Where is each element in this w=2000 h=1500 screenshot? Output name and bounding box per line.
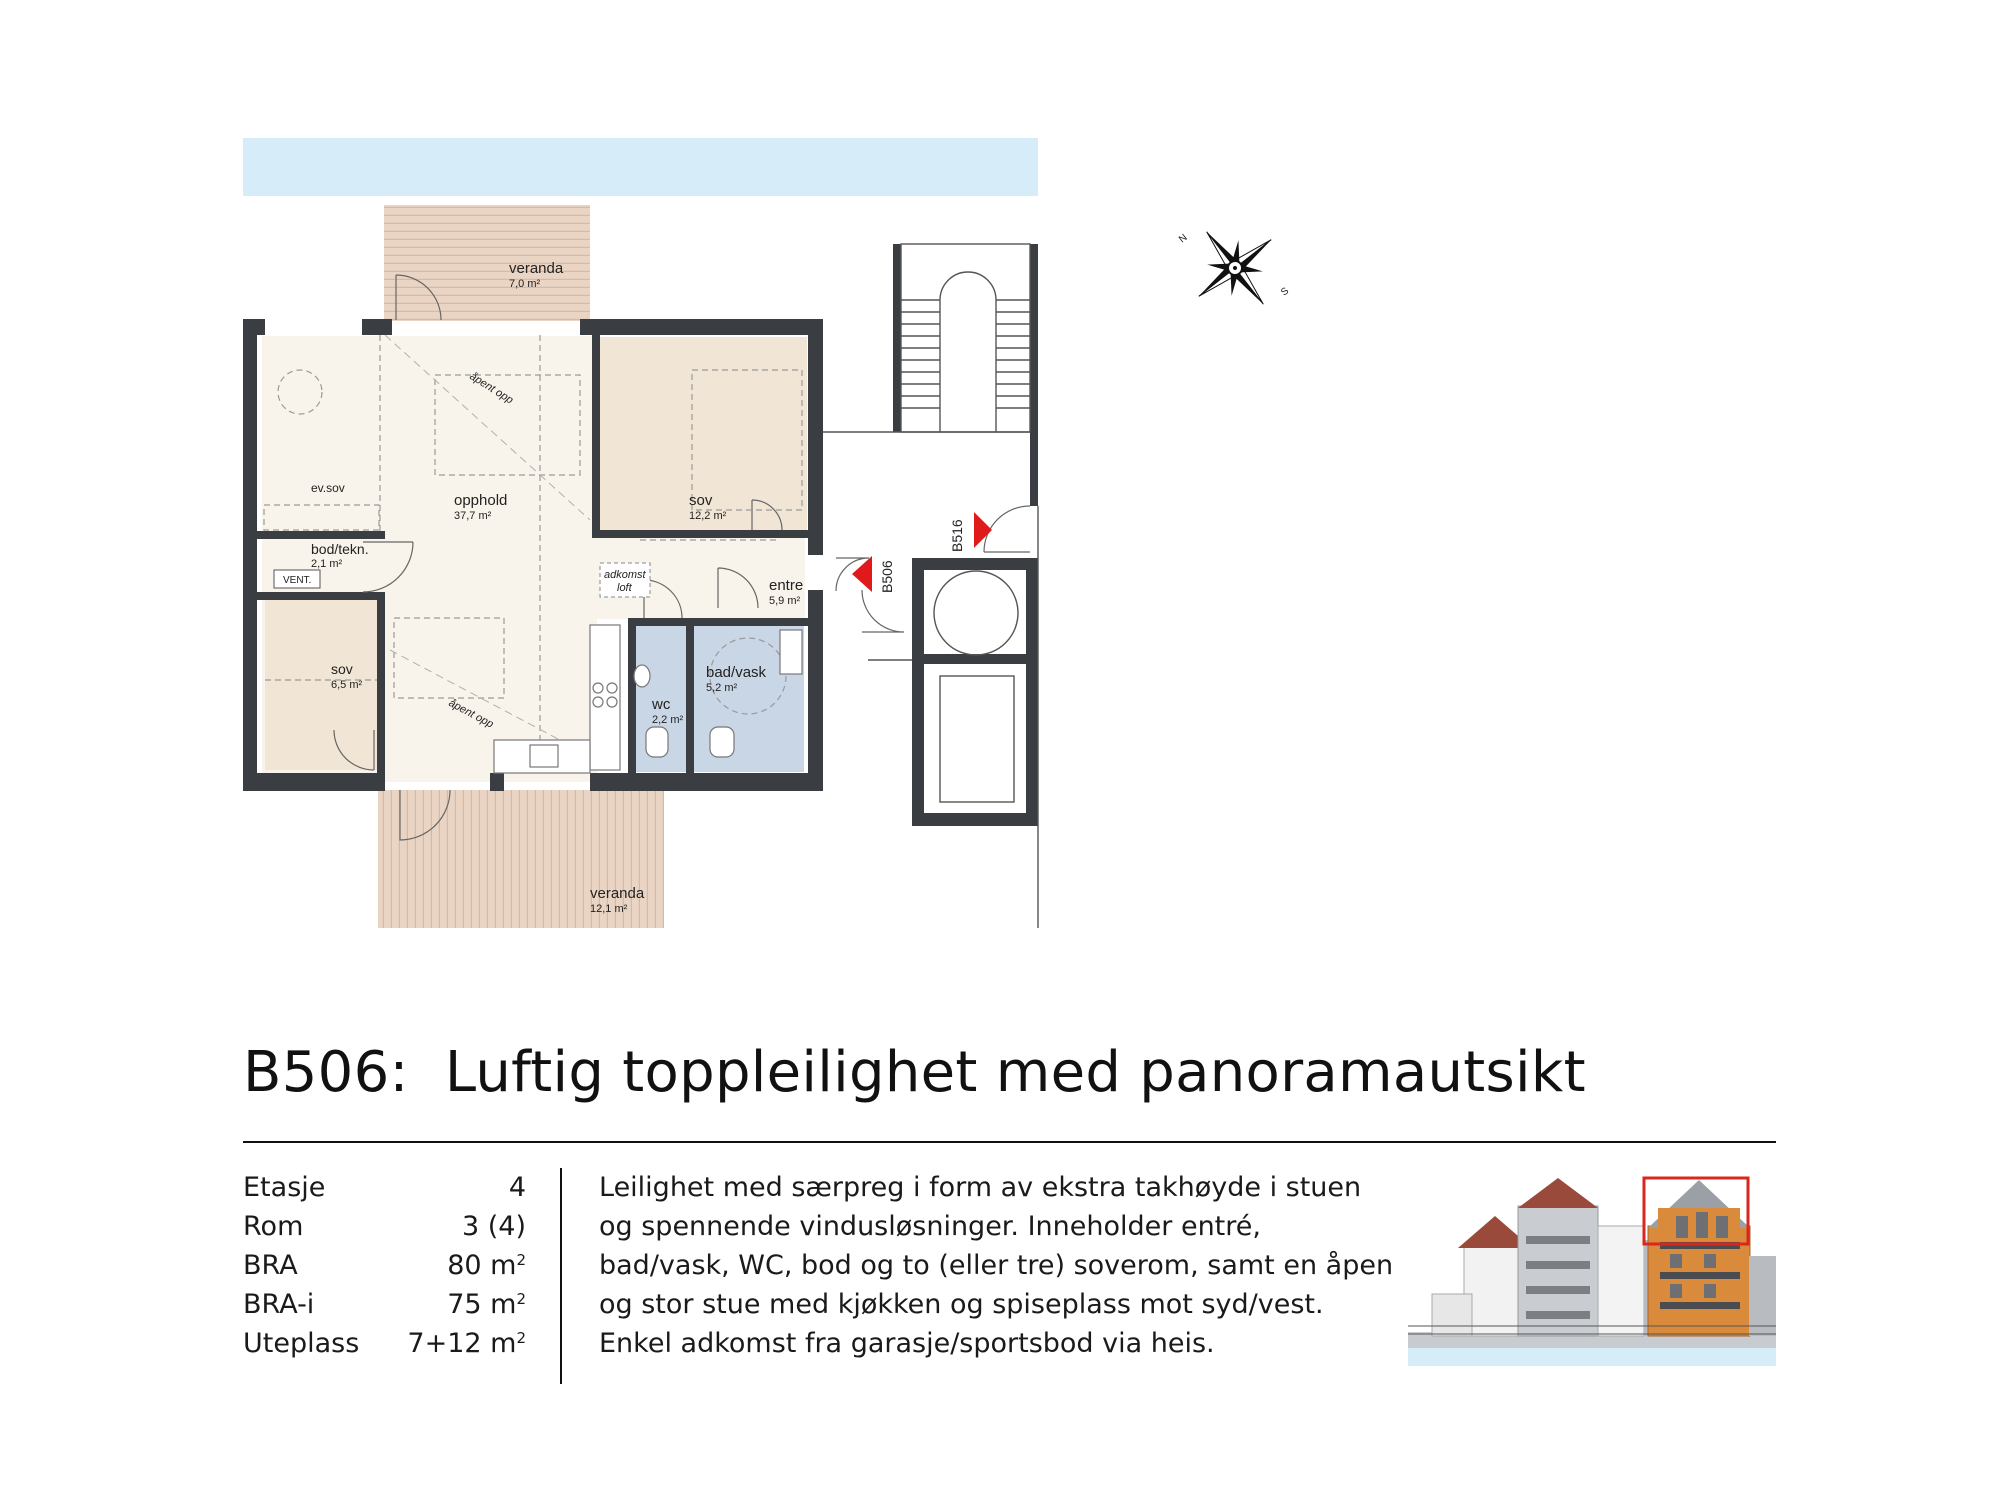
spec-label: Uteplass: [243, 1328, 360, 1359]
room-name-evsov: ev.sov: [311, 481, 345, 495]
spec-value: 7+12 $m^2$: [407, 1328, 526, 1359]
room-name-sov-small: sov: [331, 661, 353, 677]
spec-row-bra-i: [243, 1285, 526, 1324]
room-name-veranda-top: veranda: [509, 260, 564, 277]
room-area-opphold: 37,7 m²: [454, 510, 492, 522]
water-strip: [243, 138, 1038, 196]
spec-label: Etasje: [243, 1172, 326, 1203]
unit-code: B506:: [243, 1040, 409, 1105]
spec-row-floor: [243, 1168, 526, 1207]
spec-row-outdoor: [243, 1324, 526, 1363]
spec-value: 80 $m^2$: [447, 1250, 526, 1281]
spec-label: BRA: [243, 1250, 298, 1281]
spec-value: 75 $m^2$: [447, 1289, 526, 1320]
title-rule: [243, 1141, 1776, 1143]
page-title: [243, 1040, 1586, 1105]
room-area-wc: 2,2 m²: [652, 714, 684, 726]
unit-label-b506: B506: [879, 560, 895, 593]
description-line: Enkel adkomst fra garasje/sportsbod via heis.: [599, 1328, 1215, 1359]
unit-tagline: Luftig toppleilighet med panoramautsikt: [444, 1040, 1586, 1105]
spec-row-rooms: [243, 1207, 526, 1246]
spec-value: 4: [508, 1172, 526, 1203]
spec-table: [243, 1168, 526, 1363]
description-line: og stor stue med kjøkken og spiseplass mot syd/vest.: [599, 1289, 1324, 1320]
room-area-veranda-top: 7,0 m²: [509, 278, 541, 290]
vent-label: VENT.: [283, 575, 312, 586]
room-area-veranda-bottom: 12,1 m²: [590, 903, 628, 915]
hatch-label-2: loft: [617, 582, 632, 594]
open-above-label-2: åpent opp: [446, 697, 496, 731]
compass-s: S: [1279, 285, 1292, 299]
open-above-label-1: åpent opp: [467, 370, 516, 407]
room-area-sov-small: 6,5 m²: [331, 679, 363, 691]
room-area-entre: 5,9 m²: [769, 595, 801, 607]
facade-thumbnail: [1408, 1176, 1776, 1366]
entry-marker-b516: [974, 512, 992, 548]
description-line: bad/vask, WC, bod og to (eller tre) soverom, samt en åpen: [599, 1250, 1394, 1281]
spec-label: Rom: [243, 1211, 304, 1242]
room-area-sov-main: 12,2 m²: [689, 510, 727, 522]
room-name-sov-main: sov: [689, 492, 713, 509]
room-name-entre: entre: [769, 577, 804, 594]
description-line: Leilighet med særpreg i form av ekstra takhøyde i stuen: [599, 1172, 1362, 1203]
description: [599, 1168, 1399, 1363]
room-name-wc: wc: [652, 696, 671, 713]
unit-label-b516: B516: [949, 519, 965, 552]
room-area-bad: 5,2 m²: [706, 682, 738, 694]
spec-row-bra: [243, 1246, 526, 1285]
compass-n: N: [1177, 232, 1190, 246]
room-name-bod: bod/tekn.: [311, 541, 369, 557]
compass-rose-icon: [1170, 203, 1299, 332]
spec-label: BRA-i: [243, 1289, 315, 1320]
room-name-veranda-bottom: veranda: [590, 885, 645, 902]
room-area-bod: 2,1 m²: [311, 558, 343, 570]
room-name-opphold: opphold: [454, 492, 508, 509]
room-name-bad: bad/vask: [706, 664, 767, 681]
hatch-label-1: adkomst: [604, 569, 646, 581]
description-line: og spennende vindusløsninger. Inneholder entré,: [599, 1211, 1261, 1242]
spec-divider: [560, 1168, 562, 1384]
spec-value: 3 (4): [461, 1211, 526, 1242]
